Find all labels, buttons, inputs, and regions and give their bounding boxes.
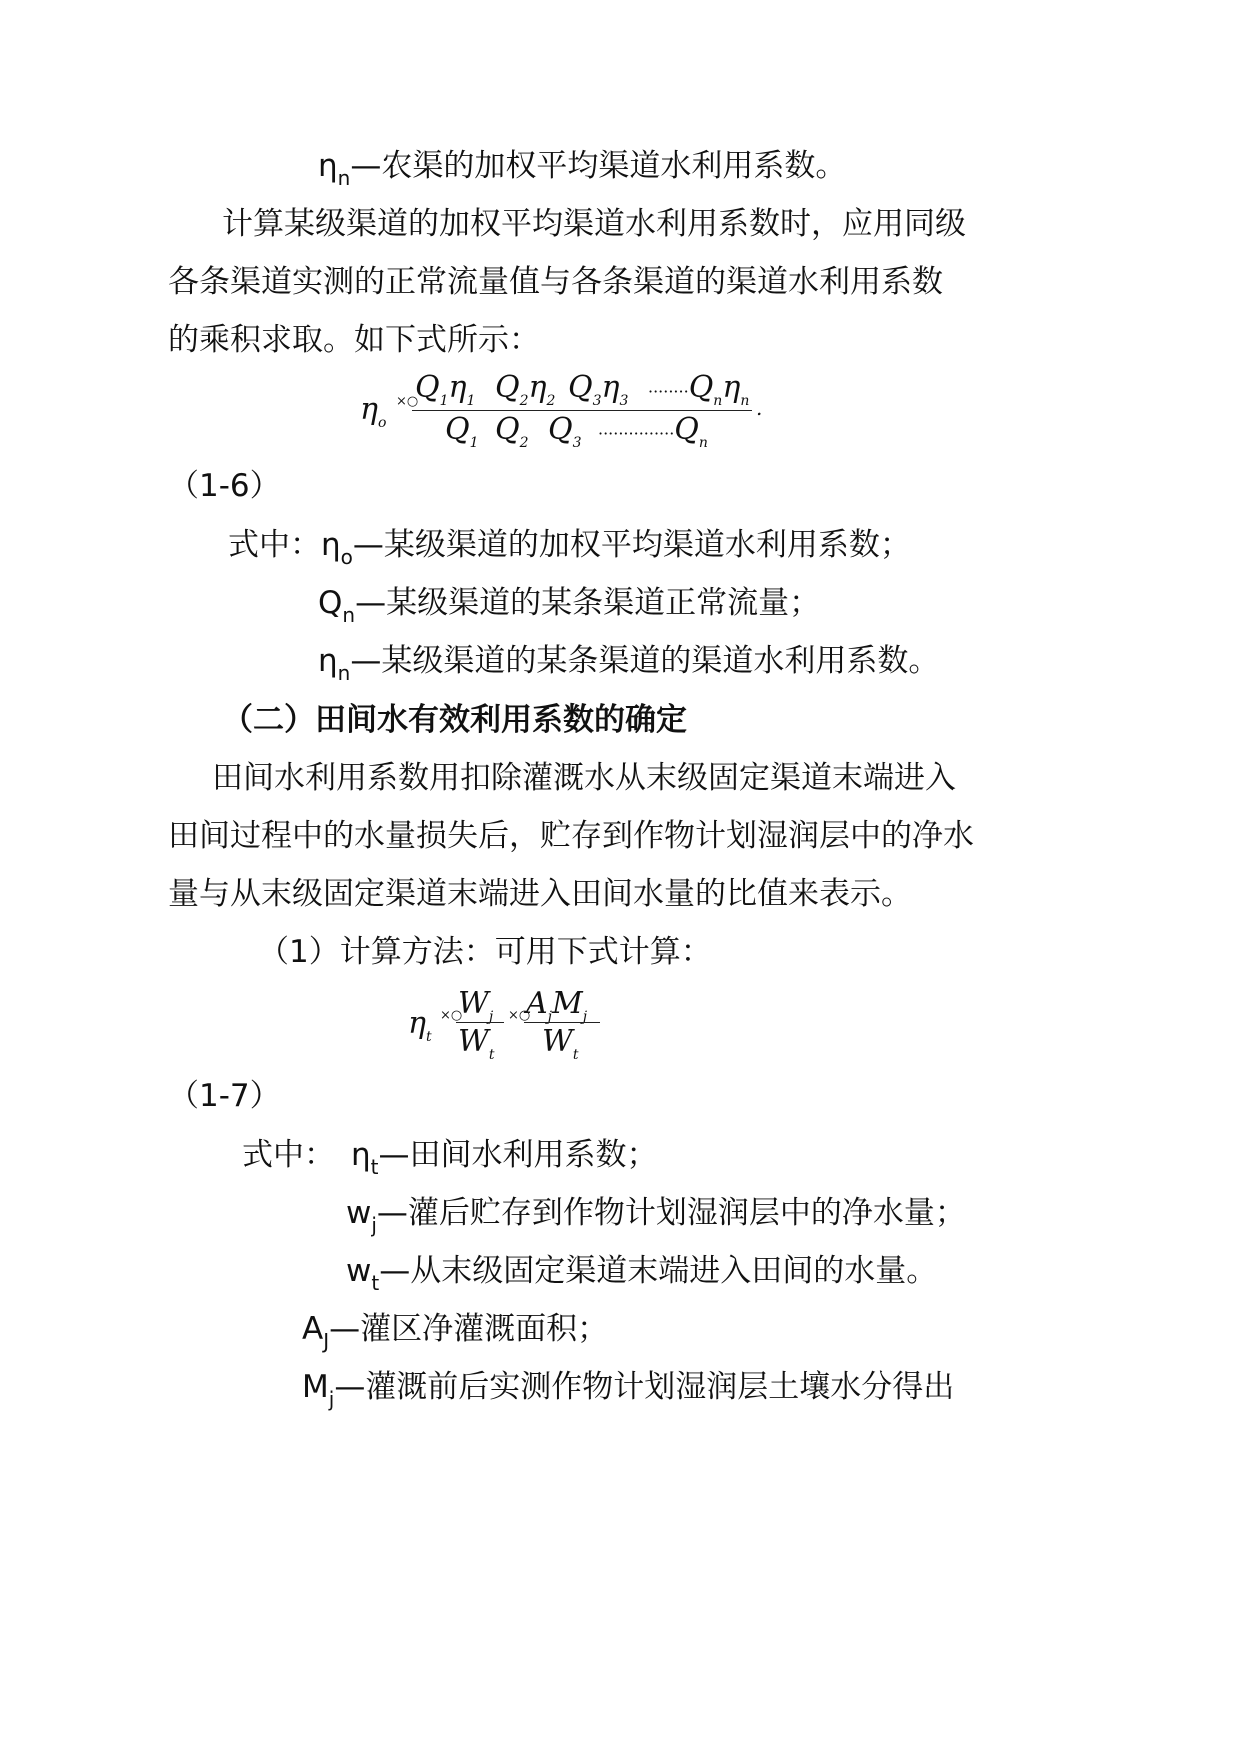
symbol-subscript: n	[337, 166, 351, 190]
equation-number: （1-6）	[168, 468, 281, 504]
definition-q-n: $Q_n—$某级渠道的某条渠道正常流量；	[318, 585, 821, 627]
definition-eta-o: 式中：$\eta_o—$某级渠道的加权平均渠道水利用系数；	[228, 527, 911, 569]
f1-denominator: $W_t$	[458, 1024, 495, 1063]
symbol: η	[318, 148, 338, 184]
definition-w-t: $w_t—$从末级固定渠道末端进入田间的水量。	[346, 1253, 938, 1295]
definition-a-j: $A_J—$灌区净灌溉面积；	[302, 1311, 609, 1353]
equals-glyph: ×○	[440, 1008, 463, 1023]
definition-w-j: $w_j—$灌后贮存到作物计划湿润层中的净水量；	[346, 1195, 966, 1237]
num-term-3: $Q_3\eta_3$	[568, 370, 629, 409]
paragraph-line: 各条渠道实测的正常流量值与各条渠道的渠道水利用系数	[168, 264, 943, 300]
den-term-3: $Q_3$	[548, 412, 582, 451]
f2-numerator: $A_jM_j$	[526, 986, 588, 1025]
equals-glyph: ×○	[396, 394, 419, 409]
fraction-bar	[412, 410, 752, 411]
fraction-bar	[456, 1022, 504, 1023]
num-term-2: $Q_2\eta_2$	[495, 370, 556, 409]
f1-numerator: $W_j$	[458, 986, 494, 1025]
paragraph-line: 田间过程中的水量损失后，贮存到作物计划湿润层中的净水	[168, 818, 974, 854]
definition-text: —农渠的加权平均渠道水利用系数。	[350, 148, 847, 184]
paragraph-line: （1）计算方法：可用下式计算：	[258, 934, 712, 970]
equation-1-6	[360, 370, 780, 460]
num-term-1: $Q_1\eta_1$	[415, 370, 476, 409]
paragraph-line: 田间水利用系数用扣除灌溉水从末级固定渠道末端进入	[212, 760, 956, 796]
den-term-2: $Q_2$	[495, 412, 529, 451]
equals-glyph: ×○	[508, 1008, 531, 1023]
eq-lhs: $\eta_o$	[360, 392, 387, 431]
f2-denominator: $W_t$	[542, 1024, 579, 1063]
equation-1-7	[408, 986, 628, 1066]
den-term-1: $Q_1$	[445, 412, 479, 451]
definition-eta-n	[318, 146, 846, 189]
definition-eta-n-2: $\eta_n—$某级渠道的某条渠道的渠道水利用系数。	[318, 643, 940, 685]
fraction-bar	[524, 1022, 600, 1023]
eq-end-dot: .	[756, 396, 763, 420]
definition-eta-t: 式中： $\eta_t—$田间水利用系数；	[242, 1137, 658, 1179]
paragraph-line: 的乘积求取。如下式所示：	[168, 322, 540, 358]
den-term-n: $\cdot\cdot\cdot\cdot\cdot\cdot\cdot\cdot\cdot\cdot\cdot\cdot\cdot\cdot\cdot Q_n$	[598, 412, 708, 451]
eq-lhs: $\eta_t$	[408, 1006, 432, 1045]
paragraph-line: 计算某级渠道的加权平均渠道水利用系数时，应用同级	[222, 206, 966, 242]
definition-m-j: $M_j—$灌溉前后实测作物计划湿润层土壤水分得出	[302, 1369, 955, 1411]
section-heading: （二）田间水有效利用系数的确定	[222, 702, 687, 738]
num-term-n: $\cdot\cdot\cdot\cdot\cdot\cdot\cdot\cdot Q_n\eta_n$	[648, 370, 750, 409]
equation-number: （1-7）	[168, 1078, 281, 1114]
paragraph-line: 量与从末级固定渠道末端进入田间水量的比值来表示。	[168, 876, 912, 912]
